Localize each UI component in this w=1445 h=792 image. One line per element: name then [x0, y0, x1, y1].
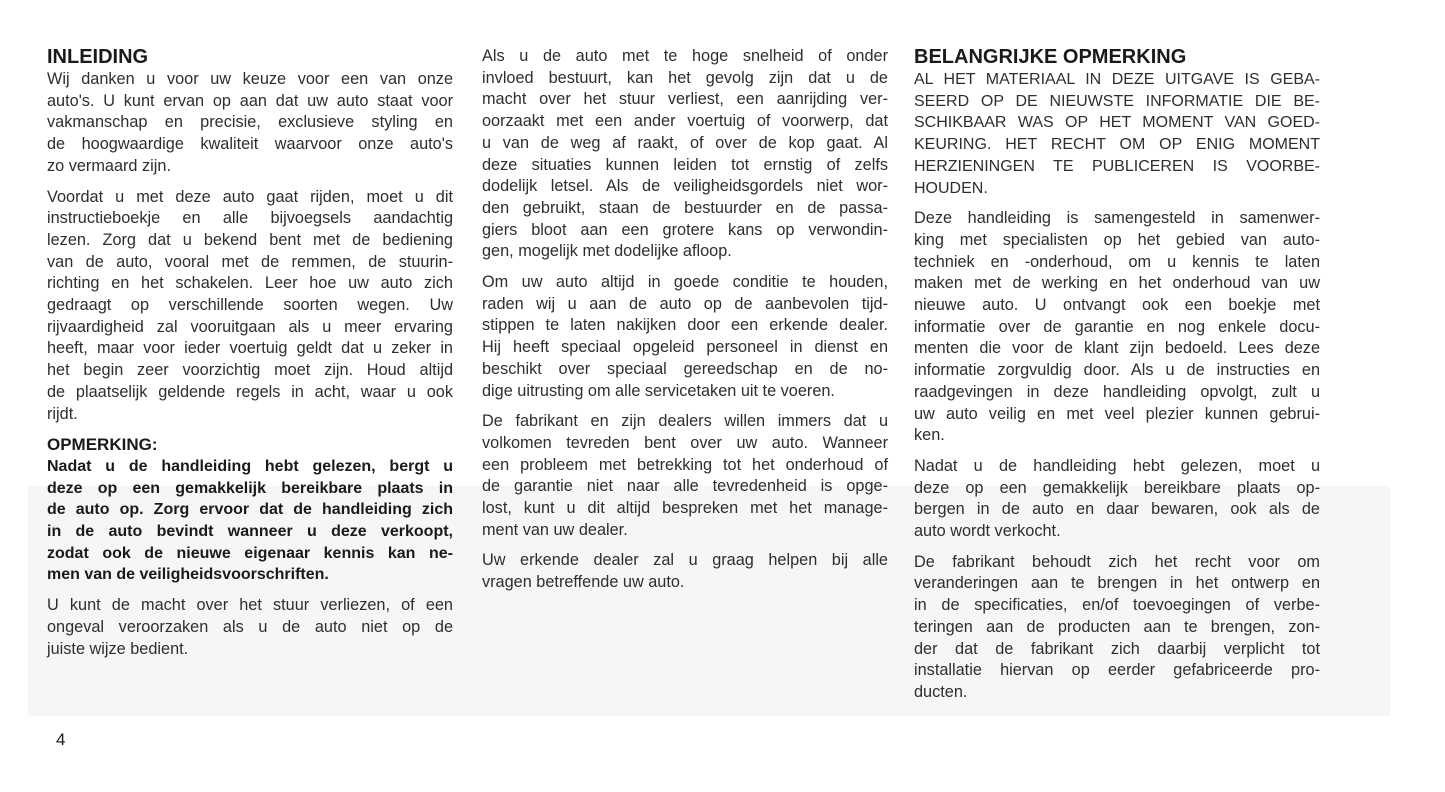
text-line: informatie zorgvuldig door. Als u de instructies en — [914, 361, 1320, 380]
text-line: zodat ook de nieuwe eigenaar kennis kan ne- — [47, 544, 453, 562]
text-line: Deze handleiding is samengesteld in samenwer- — [914, 209, 1320, 228]
text-line: KEURING. HET RECHT OM OP ENIG MOMENT — [914, 136, 1320, 154]
note-paragraph — [47, 456, 453, 586]
paragraph — [47, 69, 453, 178]
note-heading: OPMERKING: — [47, 435, 158, 455]
text-line: richting en het schakelen. Leer hoe uw auto zich — [47, 274, 453, 293]
text-line: oorzaakt met een ander voertuig of voorwerp, dat — [482, 112, 888, 131]
page-number: 4 — [56, 730, 66, 749]
paragraph — [482, 46, 888, 263]
text-line: lost, kunt u dit altijd bespreken met het manage- — [482, 499, 888, 518]
text-line: invloed bestuurt, kan het gevolg zijn dat u de — [482, 68, 888, 87]
text-line: raadgevingen in deze handleiding opvolgt, zult u — [914, 382, 1320, 401]
text-line: Voordat u met deze auto gaat rijden, moet u dit — [47, 187, 453, 206]
text-line: HOUDEN. — [914, 179, 988, 197]
text-line: macht over het stuur verliest, een aanrijding ver- — [482, 90, 888, 109]
text-line: de hoogwaardige kwaliteit waarvoor onze auto's — [47, 135, 453, 154]
text-line: de plaatselijk geldende regels in acht, waar u ook — [47, 382, 453, 401]
text-line: vragen betreffende uw auto. — [482, 573, 685, 592]
text-line: lezen. Zorg dat u bekend bent met de bediening — [47, 230, 453, 249]
text-line: Hij heeft speciaal opgeleid personeel in dienst en — [482, 338, 888, 357]
text-line: u van de weg af raakt, of over de kop gaat. Al — [482, 133, 888, 152]
text-line: ment van uw dealer. — [482, 520, 628, 539]
paragraph — [482, 272, 888, 402]
text-line: Uw erkende dealer zal u graag helpen bij alle — [482, 551, 888, 570]
text-line: king met specialisten op het gebied van auto- — [914, 230, 1320, 249]
text-line: U kunt de macht over het stuur verliezen, of een — [47, 596, 453, 615]
text-line: Nadat u de handleiding hebt gelezen, bergt u — [47, 457, 453, 475]
text-line: dodelijk letsel. Als de veiligheidsgordels niet wor- — [482, 177, 888, 196]
text-line: in de auto bevindt wanneer u deze verkoopt, — [47, 523, 453, 541]
text-line: informatie over de garantie en nog enkele docu- — [914, 317, 1320, 336]
text-line: deze op een gemakkelijk bereikbare plaats in — [47, 479, 453, 497]
text-line: rijdt. — [47, 404, 78, 423]
text-line: Nadat u de handleiding hebt gelezen, moet u — [914, 456, 1320, 475]
text-line: veranderingen aan te brengen in het ontwerp en — [914, 574, 1320, 593]
paragraph — [914, 456, 1320, 543]
text-line: uw auto veilig en met veel plezier kunnen gebrui- — [914, 404, 1320, 423]
notice-paragraph — [914, 69, 1320, 199]
paragraph — [914, 208, 1320, 447]
text-line: dige uitrusting om alle servicetaken uit te voeren. — [482, 381, 835, 400]
text-line: bergen in de auto en daar bewaren, ook als de — [914, 500, 1320, 519]
text-line: het begin zeer voorzichtig moet zijn. Houd altijd — [47, 361, 453, 380]
text-line: nieuwe auto. U ontvangt ook een boekje met — [914, 296, 1320, 315]
text-line: stippen te laten nakijken door een erkende dealer. — [482, 316, 888, 335]
text-line: een probleem met betrekking tot het onderhoud of — [482, 455, 888, 474]
paragraph — [47, 187, 453, 426]
text-line: auto's. U kunt ervan op aan dat uw auto staat voor — [47, 91, 453, 110]
text-line: beschikt over speciaal gereedschap en de no- — [482, 359, 888, 378]
text-line: deze situaties kunnen leiden tot ernstig of zelfs — [482, 155, 888, 174]
section-heading: BELANGRIJKE OPMERKING — [914, 46, 1187, 68]
text-line: De fabrikant en zijn dealers willen immers dat u — [482, 412, 888, 431]
text-line: de auto op. Zorg ervoor dat de handleiding zich — [47, 501, 453, 519]
column-left — [47, 46, 453, 669]
text-line: ducten. — [914, 682, 968, 701]
paragraph — [482, 411, 888, 541]
column-right — [914, 46, 1320, 713]
text-line: juiste wijze bedient. — [47, 639, 189, 658]
text-line: SCHIKBAAR WAS OP HET MOMENT VAN GOED- — [914, 114, 1320, 132]
text-line: der dat de fabrikant zich daarbij verplicht tot — [914, 639, 1320, 658]
text-line: maken met de werking en het onderhoud van uw — [914, 274, 1320, 293]
text-line: heeft, maar voor ieder voertuig geldt dat u zeker in — [47, 339, 453, 358]
column-middle — [482, 46, 888, 603]
text-line: ongeval veroorzaken als u de auto niet op de — [47, 617, 453, 636]
text-line: auto wordt verkocht. — [914, 522, 1061, 541]
paragraph — [482, 550, 888, 593]
text-line: gen, mogelijk met dodelijke afloop. — [482, 242, 732, 261]
text-line: volkomen tevreden bent over uw auto. Wanneer — [482, 433, 888, 452]
text-line: van de auto, vooral met de remmen, de stuurin- — [47, 252, 453, 271]
text-line: menten die voor de klant zijn bedoeld. Lees deze — [914, 339, 1320, 358]
text-line: De fabrikant behoudt zich het recht voor om — [914, 552, 1320, 571]
text-line: installatie hiervan op eerder gefabriceerde pro- — [914, 661, 1320, 680]
text-line: ken. — [914, 426, 945, 445]
text-line: de garantie niet naar alle tevredenheid is opge- — [482, 477, 888, 496]
text-line: SEERD OP DE NIEUWSTE INFORMATIE DIE BE- — [914, 92, 1320, 110]
text-line: techniek en -onderhoud, om u kennis te laten — [914, 252, 1320, 271]
text-line: raden wij u aan de auto op de aanbevolen tijd- — [482, 294, 888, 313]
paragraph — [47, 595, 453, 660]
text-line: AL HET MATERIAAL IN DEZE UITGAVE IS GEBA- — [914, 71, 1320, 88]
text-line: rijvaardigheid zal vooruitgaan als u meer ervaring — [47, 317, 453, 336]
text-line: HERZIENINGEN TE PUBLICEREN IS VOORBE- — [914, 157, 1320, 175]
text-line: teringen aan de producten aan te brengen, zon- — [914, 617, 1320, 636]
text-line: deze op een gemakkelijk bereikbare plaats op- — [914, 478, 1320, 497]
text-line: vakmanschap en precisie, exclusieve styling en — [47, 113, 453, 132]
section-heading: INLEIDING — [47, 46, 149, 68]
text-line: Wij danken u voor uw keuze voor een van onze — [47, 70, 453, 88]
text-line: instructieboekje en alle bijvoegsels aandachtig — [47, 209, 453, 228]
text-line: gedraagt op verschillende soorten wegen. Uw — [47, 296, 453, 315]
text-line: Als u de auto met te hoge snelheid of onder — [482, 47, 888, 65]
text-line: Om uw auto altijd in goede conditie te houden, — [482, 273, 888, 292]
text-line: men van de veiligheidsvoorschriften. — [47, 566, 329, 584]
text-line: zo vermaard zijn. — [47, 156, 171, 175]
text-line: in de specificaties, en/of toevoegingen of verbe- — [914, 596, 1320, 615]
paragraph — [914, 552, 1320, 704]
text-line: den gebruikt, staan de bestuurder en de passa- — [482, 198, 888, 217]
text-line: giers bloot aan een grotere kans op verwondin- — [482, 220, 888, 239]
